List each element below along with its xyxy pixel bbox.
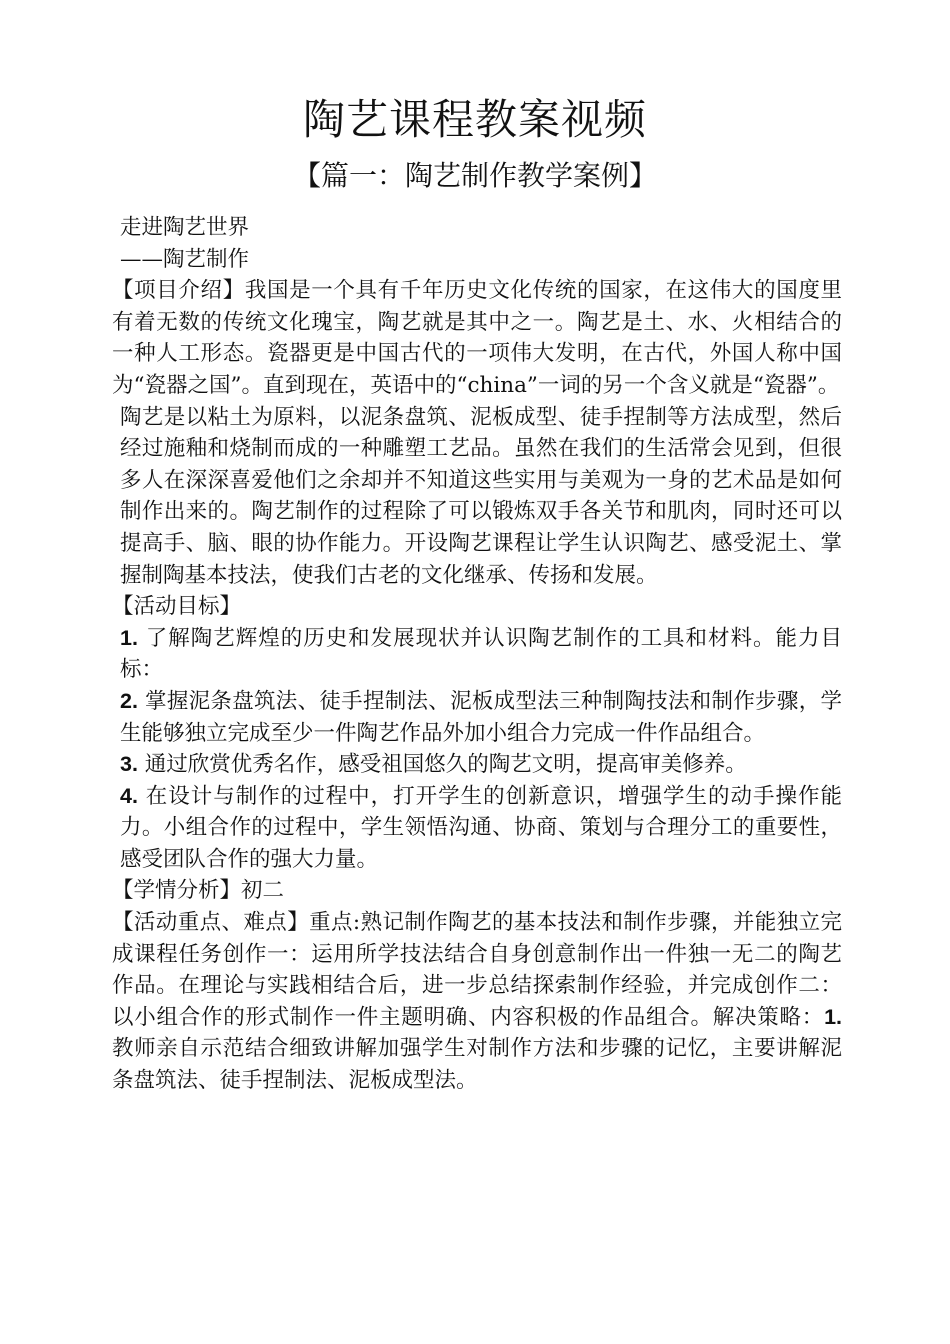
- goal-4-text: 在设计与制作的过程中，打开学生的创新意识，增强学生的动手操作能力。小组合作的过程中，学生领悟沟通、协商、策划与合理分工的重要性，感受团队合作的强大力量。: [120, 783, 842, 872]
- goal-2: [112, 686, 842, 749]
- document-body: [112, 212, 842, 1097]
- paragraph-2: 陶艺是以粘土为原料，以泥条盘筑、泥板成型、徒手捏制等方法成型，然后经过施釉和烧制而成的一种雕塑工艺品。虽然在我们的生活常会见到，但很多人在深深喜爱他们之余却并不知道这些实用与美观为一身的艺术品是如何制作出来的。陶艺制作的过程除了可以锻炼双手各关节和肌肉，同时还可以提高手、脑、眼的协作能力。开设陶艺课程让学生认识陶艺、感受泥土、掌握制陶基本技法，使我们古老的文化继承、传扬和发展。: [120, 404, 842, 588]
- goal-4-number: 4.: [120, 783, 138, 808]
- analysis-line: 【学情分析】初二: [112, 878, 285, 904]
- goals-heading: 【活动目标】: [112, 594, 242, 620]
- intro-paragraph: 【项目介绍】我国是一个具有千年历史文化传统的国家，在这伟大的国度里有着无数的传统文化瑰宝，陶艺就是其中之一。陶艺是土、水、火相结合的一种人工形态。瓷器更是中国古代的一项伟大发明，在古代，外国人称中国为“瓷器之国”。直到现在，英语中的“china”一词的另一个含义就是“瓷器”。: [112, 278, 842, 398]
- goal-3-number: 3.: [120, 752, 138, 777]
- goal-3-text: 通过欣赏优秀名作，感受祖国悠久的陶艺文明，提高审美修养。: [137, 752, 747, 778]
- heading-line-2: ——陶艺制作: [120, 246, 250, 272]
- heading-line-1: 走进陶艺世界: [120, 215, 250, 240]
- document-subtitle: 【篇一：陶艺制作教学案例】: [292, 159, 657, 192]
- goal-1-number: 1.: [120, 625, 138, 650]
- goal-3: [112, 749, 842, 781]
- strategy-number: 1.: [824, 1004, 842, 1029]
- goal-2-text: 掌握泥条盘筑法、徒手捏制法、泥板成型法三种制陶技法和制作步骤，学生能够独立完成至少一件陶艺作品外加小组合力完成一件作品组合。: [120, 688, 842, 746]
- goal-4: [112, 781, 842, 876]
- document-title: 陶艺课程教案视频: [302, 95, 647, 144]
- goal-1-text: 了解陶艺辉煌的历史和发展现状并认识陶艺制作的工具和材料。能力目标：: [120, 625, 842, 683]
- key-points-paragraph: [112, 907, 842, 1097]
- goal-1: [112, 623, 842, 686]
- key-points-text: 【活动重点、难点】重点:熟记制作陶艺的基本技法和制作步骤，并能独立完成课程任务创作一：运用所学技法结合自身创意制作出一件独一无二的陶艺作品。在理论与实践相结合后，进一步总结探索制作经验，并完成创作二：以小组合作的形式制作一件主题明确、内容积极的作品组合。解决策略：: [112, 910, 842, 1030]
- goal-2-number: 2.: [120, 688, 138, 713]
- strategy-text: 教师亲自示范结合细致讲解加强学生对制作方法和步骤的记忆，主要讲解泥条盘筑法、徒手捏制法、泥板成型法。: [112, 1036, 842, 1094]
